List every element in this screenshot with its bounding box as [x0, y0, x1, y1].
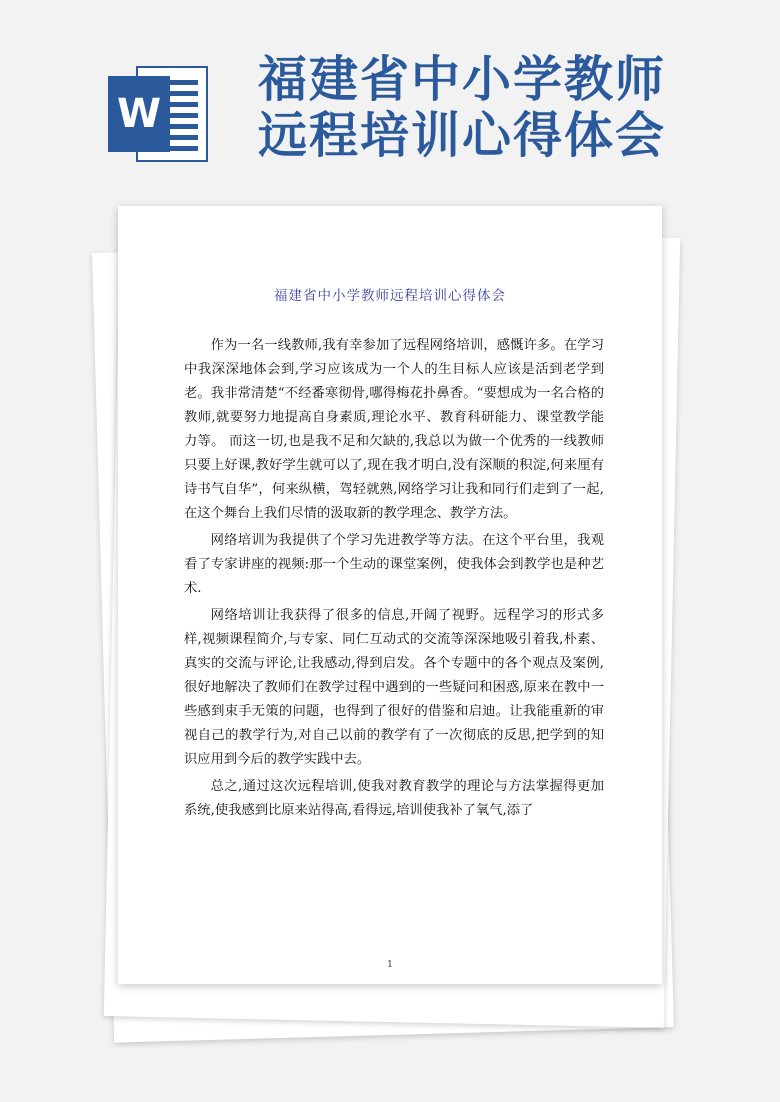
document-title: 福建省中小学教师远程培训心得体会 [274, 288, 506, 304]
header-title-line-2: 远程培训心得体会 [258, 107, 667, 164]
document-page [118, 206, 662, 984]
paragraph-3: 网络培训让我获得了很多的信息,开阔了视野。远程学习的形式多样,视频课程简介,与专家、同仁互动式的交流等深深地吸引着我,朴素、 真实的交流与评论,让我感动,得到启发。各个专题中的各个观点及案例,很好地解决了教师们在教学过程中遇到的一些疑问和困惑,原来在教中一些感到束手无策的问题，也得到了很好的借鉴和启迪。让我能重新的审视自己的教学行为,对自己以前的教学有了一次彻底的反思,把学到的知识应用到今后的教学实践中去。 [184, 608, 604, 767]
paragraph-1: 作为一名一线教师,我有幸参加了远程网络培训，感慨许多。在学习中我深深地体会到,学习应该成为一个人的生目标人应该是活到老学到老。我非常清楚“不经番寒彻骨,哪得梅花扑鼻香。“要想成为一名合格的教师,就要努力地提高自身素质,理论水平、教育科研能力、课堂教学能力等。 而这一切,也是我不足和欠缺的,我总以为做一个优秀的一线教师只要上好课,教好学生就可以了,现在我才明白,没有深顺的积淀,何来厘有诗书气自华”，何来纵横，驾轻就熟,网络学习让我和同行们走到了一起,在这个舞台上我们尽情的汲取新的教学理念、教学方法。 [184, 338, 604, 521]
header-title-line-1: 福建省中小学教师 [258, 51, 667, 108]
document-body [184, 334, 604, 826]
word-icon [108, 66, 208, 162]
header-title [258, 52, 728, 164]
paragraph-4: 总之,通过这次远程培训,使我对教育教学的理论与方法掌握得更加系统,使我感到比原来站得高,看得远,培训使我补了氧气,添了 [184, 779, 604, 818]
paragraph-2: 网络培训为我提供了个学习先进教学等方法。在这个平台里，我观看了专家讲座的视频:那一个生动的课堂案例，使我体会到教学也是种艺术. [184, 533, 604, 596]
page-number: 1 [387, 960, 393, 970]
word-icon-badge: W [108, 76, 170, 152]
